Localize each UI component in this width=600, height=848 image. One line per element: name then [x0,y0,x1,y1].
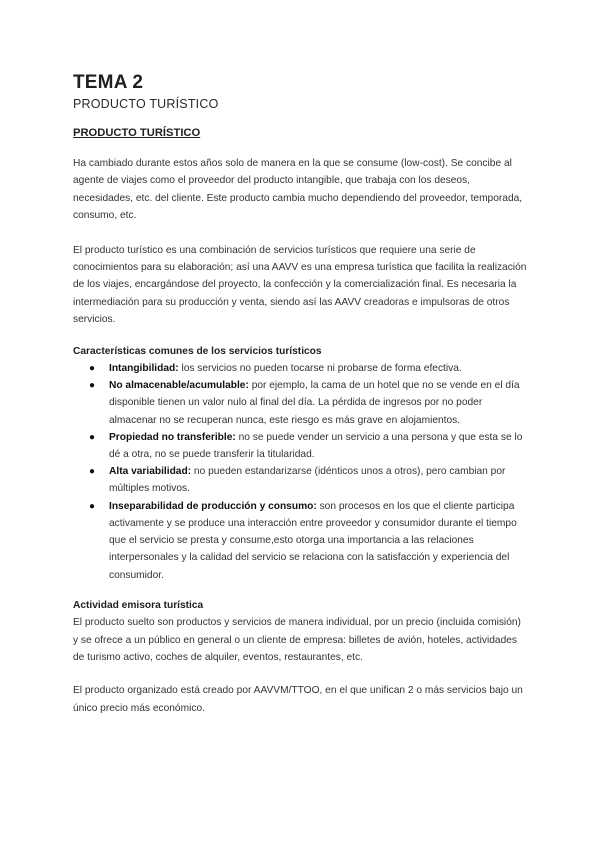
characteristic-text: no se puede vender un servicio a una persona y que esta se lo dé a otra, no se puede transferir la titularidad. [109,431,523,461]
section-heading: PRODUCTO TURÍSTICO [73,127,201,139]
page-title: TEMA 2 [73,72,144,93]
list-item [73,498,527,584]
bullet-icon: ● [89,466,96,478]
list-item [73,377,527,429]
bullet-icon: ● [89,363,96,375]
page-subtitle: PRODUCTO TURÍSTICO [73,97,219,111]
paragraph-intro: Ha cambiado durante estos años solo de manera en la que se consume (low-cost). Se concibe al agente de viajes como el proveedor del producto intangible, que trabaja con los deseos, necesidades, etc. del cliente. Este producto cambia mucho dependiendo del proveedor, temporada, consumo, etc. [73,158,523,222]
characteristic-term: Intangibilidad: [109,363,179,375]
bullet-icon: ● [89,380,96,392]
paragraph-organized-product: El producto organizado está creado por AAVVM/TTOO, en el que unifican 2 o más servicios bajo un único precio más económico. [73,685,523,714]
paragraph-loose-product: El producto suelto son productos y servicios de manera individual, por un precio (incluida comisión) y se ofrece a un público en general o un cliente de empresa: billetes de avión, hoteles, actividades de turismo activo, coches de alquiler, eventos, restaurantes, etc. [73,617,521,663]
characteristic-term: Propiedad no transferible: [109,431,236,443]
characteristics-list [73,360,527,584]
characteristic-text: son procesos en los que el cliente participa activamente y se produce una interacción entre proveedor y consumidor durante el tiempo que el servicio se presta y consume,esto otorga una importancia a las relaciones interpersonales y la calidad del servicio se relaciona con la satisfacción y experiencia del consumidor. [109,500,517,581]
list-item [73,360,527,377]
list-item [73,463,527,497]
list-item [73,429,527,463]
paragraph-definition: El producto turístico es una combinación de servicios turísticos que requiere una serie de conocimientos para su elaboración; así una AAVV es una empresa turística que facilita la realización de los viajes, encargándose del proyecto, la confección y la comercialización final. Es necesaria la intermediación para su producción y venta, siendo así las AAVV creadoras e impulsoras de otros servicios. [73,244,527,326]
characteristic-term: Inseparabilidad de producción y consumo: [109,500,317,512]
characteristics-heading: Características comunes de los servicios turísticos [73,345,322,357]
document-page [73,72,527,717]
bullet-icon: ● [89,500,96,512]
characteristic-term: No almacenable/acumulable: [109,380,249,392]
characteristic-term: Alta variabilidad: [109,466,192,478]
characteristic-text: por ejemplo, la cama de un hotel que no se vende en el día disponible tienen un valor nulo al final del día. La pérdida de ingresos por no poder almacenar no se recuperan nunca, este riesgo es más grave en alojamientos. [109,380,520,426]
activity-heading: Actividad emisora turística [73,599,204,611]
bullet-icon: ● [89,431,96,443]
characteristic-text: los servicios no pueden tocarse ni probarse de forma efectiva. [178,363,462,375]
characteristic-text: no pueden estandarizarse (idénticos unos a otros), pero cambian por múltiples motivos. [109,466,506,495]
